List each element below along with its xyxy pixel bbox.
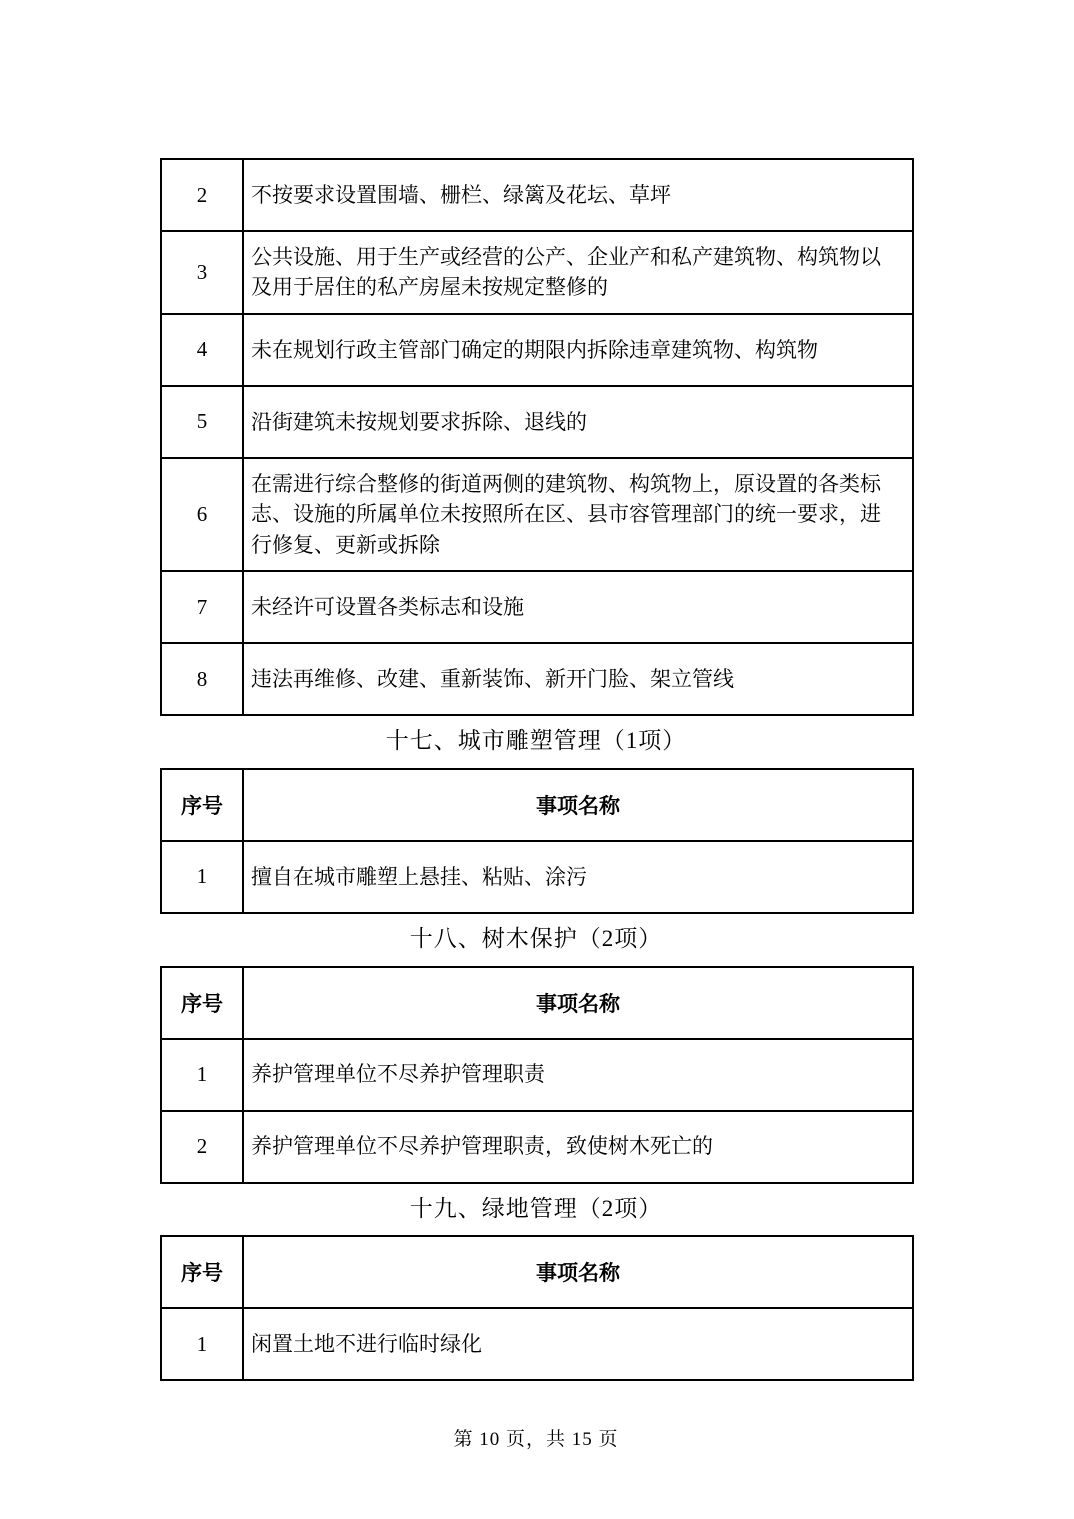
table-row [161,1308,913,1380]
table-row [161,1111,913,1183]
section-heading-17: 十七、城市雕塑管理（1项） [385,728,687,754]
row-item-name: 公共设施、用于生产或经营的公产、企业产和私产建筑物、构筑物以及用于居住的私产房屋未按规定整修的 [243,231,913,314]
row-item-name: 不按要求设置围墙、栅栏、绿篱及花坛、草坪 [243,159,913,231]
header-seq-no: 序号 [161,769,243,841]
row-number: 4 [161,314,243,386]
row-item-name: 违法再维修、改建、重新装饰、新开门脸、架立管线 [243,643,913,715]
row-number: 1 [161,1308,243,1380]
row-number: 2 [161,159,243,231]
row-number: 8 [161,643,243,715]
row-item-name: 未在规划行政主管部门确定的期限内拆除违章建筑物、构筑物 [243,314,913,386]
row-item-name: 在需进行综合整修的街道两侧的建筑物、构筑物上，原设置的各类标志、设施的所属单位未按照所在区、县市容管理部门的统一要求，进行修复、更新或拆除 [243,458,913,571]
row-item-name: 未经许可设置各类标志和设施 [243,571,913,643]
table-row [161,643,913,715]
header-seq-no: 序号 [161,967,243,1039]
row-item-name: 养护管理单位不尽养护管理职责，致使树木死亡的 [243,1111,913,1183]
header-item-name: 事项名称 [243,967,913,1039]
header-item-name: 事项名称 [243,1236,913,1308]
section-heading-18: 十八、树木保护（2项） [409,925,663,951]
section-heading-19: 十九、绿地管理（2项） [409,1195,663,1221]
table-row [161,314,913,386]
header-seq-no: 序号 [161,1236,243,1308]
row-number: 1 [161,841,243,913]
row-item-name: 沿街建筑未按规划要求拆除、退线的 [243,386,913,458]
header-item-name: 事项名称 [243,769,913,841]
row-number: 5 [161,386,243,458]
page-footer: 第 10 页，共 15 页 [453,1429,619,1450]
row-number: 2 [161,1111,243,1183]
table-row [161,1039,913,1111]
items-table-19 [160,1235,914,1381]
items-table-continued [160,158,914,716]
table-header-row [161,967,913,1039]
table-row [161,571,913,643]
table-row [161,159,913,231]
row-number: 6 [161,458,243,571]
table-row [161,458,913,571]
row-number: 7 [161,571,243,643]
row-number: 3 [161,231,243,314]
items-table-17 [160,768,914,914]
table-header-row [161,769,913,841]
row-item-name: 擅自在城市雕塑上悬挂、粘贴、涂污 [243,841,913,913]
table-header-row [161,1236,913,1308]
table-row [161,386,913,458]
row-item-name: 闲置土地不进行临时绿化 [243,1308,913,1380]
table-row [161,231,913,314]
table-row [161,841,913,913]
row-item-name: 养护管理单位不尽养护管理职责 [243,1039,913,1111]
items-table-18 [160,966,914,1184]
row-number: 1 [161,1039,243,1111]
document-content [160,158,912,1381]
